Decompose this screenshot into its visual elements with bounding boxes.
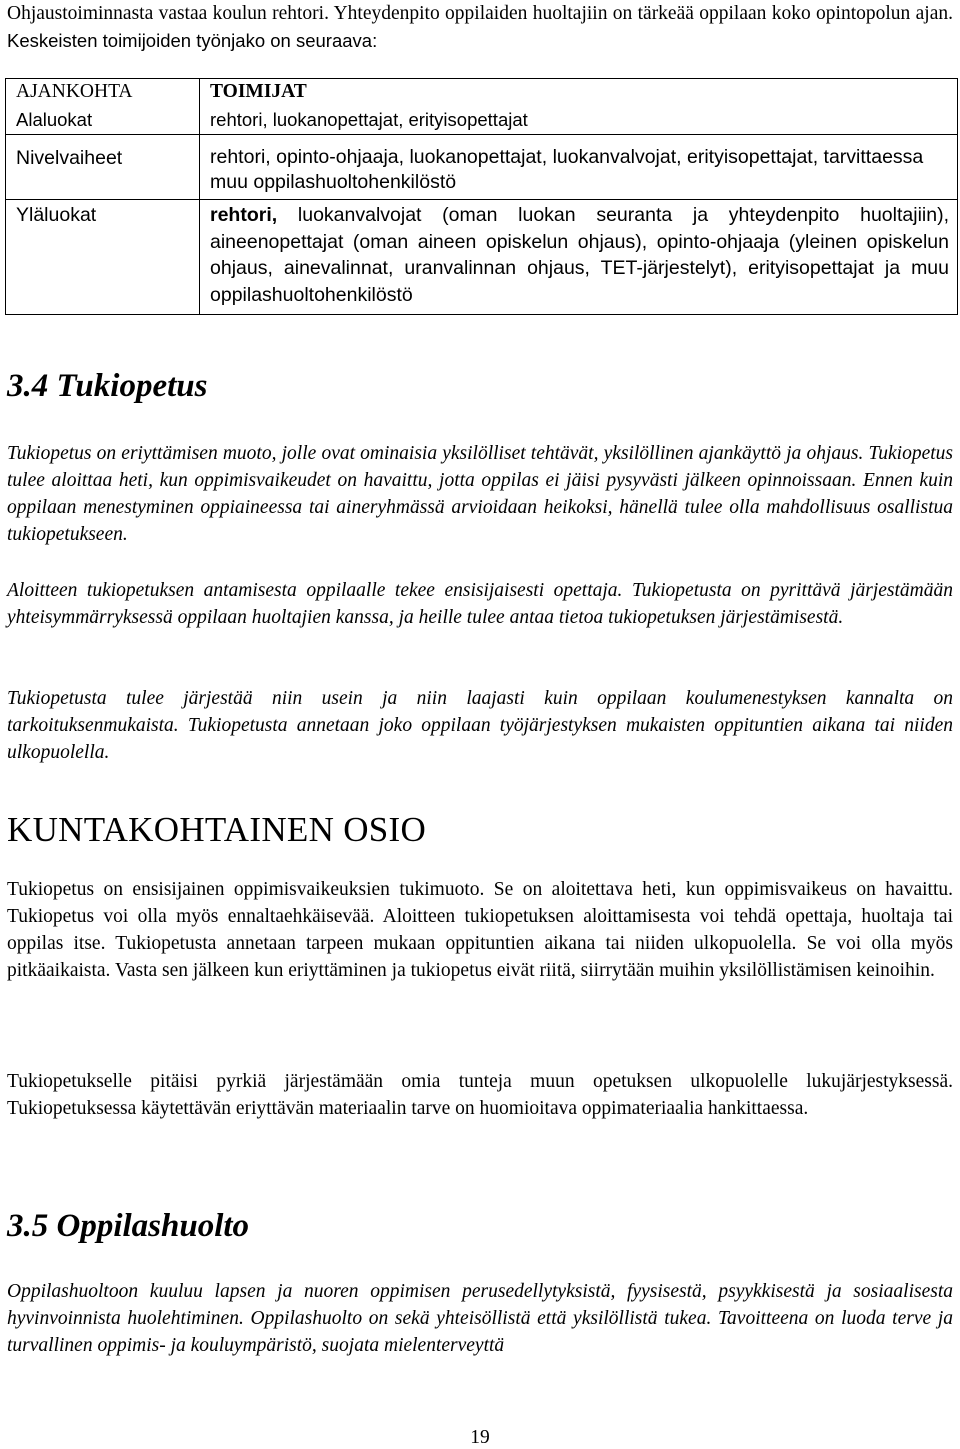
intro-paragraph <box>7 0 953 55</box>
row-who <box>200 200 958 315</box>
intro-text-sans: Keskeisten toimijoiden työnjako on seuraava: <box>7 30 378 51</box>
paragraph: Tukiopetus on ensisijainen oppimisvaikeuksien tukimuoto. Se on aloitettava heti, kun oppimisvaikeus on havaittu. Tukiopetus voi olla myös ennaltaehkäisevää. Aloitteen tukiopetuksen aloittamisesta voi tehdä opettaja, huoltaja tai oppilas itse. Tukiopetusta annetaan tarpeen mukaan oppituntien aikana tai niiden ulkopuolella. Se voi olla myös pitkäaikaista. Vasta sen jälkeen kun eriyttäminen ja tukiopetus eivät riitä, siirrytään muihin yksilöllistämisen keinoihin. <box>7 879 953 981</box>
table-header-row <box>6 79 958 135</box>
row-who <box>200 135 958 200</box>
page-number: 19 <box>470 1427 490 1448</box>
roles-table <box>5 78 958 315</box>
table-row <box>6 135 958 200</box>
row-when-text: Nivelvaiheet <box>16 147 123 169</box>
row-who: rehtori, luokanopettajat, erityisopettajat <box>210 109 528 130</box>
header-toimijat: TOIMIJAT <box>210 81 307 102</box>
section-title-3-5: 3.5 Oppilashuolto <box>7 1208 250 1244</box>
table-cell-when <box>6 79 200 135</box>
paragraph: Tukiopetus on eriyttämisen muoto, jolle ovat ominaisia yksilölliset tehtävät, yksilöllinen ajankäyttö ja ohjaus. Tukiopetus tulee aloittaa heti, kun oppimisvaikeudet on havaittu, jotta oppilas ei jäisi pysyvästi jälkeen opinnoissaan. Ennen kuin oppilaan menestyminen oppiaineessa tai aineryhmässä arvioidaan heikoksi, hänellä tulee olla mahdollisuus osallistua tukiopetukseen. <box>7 443 953 545</box>
row-when <box>6 135 200 200</box>
row-who-text: rehtori, opinto-ohjaaja, luokanopettajat, luokanvalvojat, erityisopettajat, tarvittaessa muu oppilashuoltohenkilöstö <box>210 146 924 193</box>
row-when <box>6 200 200 315</box>
row-when-text: Yläluokat <box>16 204 97 226</box>
paragraph: Oppilashuoltoon kuuluu lapsen ja nuoren oppimisen perusedellytyksistä, fyysisestä, psyykkisestä ja sosiaalisesta hyvinvoinnista huolehtiminen. Oppilashuolto on sekä yhteisöllistä että yksilöllistä tukea. Tavoitteena on luoda terve ja turvallinen oppimis- ja kouluympäristö, suojata mielenterveyttä <box>7 1281 953 1356</box>
section-title-3-4: 3.4 Tukiopetus <box>7 368 208 404</box>
row-who-text: luokanvalvojat (oman luokan seuranta ja yhteydenpito huoltajiin), aineenopettajat (oman aineen opiskelun ohjaus), opinto-ohjaaja (yleinen opiskelun ohjaus, ainevalinnat, uranvalinnan ohjaus, TET-järjestelyt), erityisopettajat ja muu oppilashuoltohenkilöstö <box>210 204 949 306</box>
table-cell-who <box>200 79 958 135</box>
municipal-section-title: KUNTAKOHTAINEN OSIO <box>7 810 427 849</box>
header-ajankohta: AJANKOHTA <box>16 81 133 102</box>
paragraph: Aloitteen tukiopetuksen antamisesta oppilaalle tekee ensisijaisesti opettaja. Tukiopetusta on pyrittävä järjestämään yhteisymmärryksessä oppilaan huoltajien kanssa, ja heille tulee antaa tietoa tukiopetuksen järjestämisestä. <box>7 580 953 628</box>
table-row <box>6 200 958 315</box>
intro-text-serif: Ohjaustoiminnasta vastaa koulun rehtori. Yhteydenpito oppilaiden huoltajiin on tärkeää oppilaan koko opintopolun ajan. <box>7 3 953 24</box>
row-when: Alaluokat <box>16 109 93 130</box>
row-who-bold: rehtori, <box>210 204 278 226</box>
paragraph: Tukiopetukselle pitäisi pyrkiä järjestämään omia tunteja muun opetuksen ulkopuolelle lukujärjestyksessä. Tukiopetuksessa käytettävän eriyttävän materiaalin tarve on huomioitava oppimateriaalia hankittaessa. <box>7 1071 953 1119</box>
paragraph: Tukiopetusta tulee järjestää niin usein ja niin laajasti kuin oppilaan koulumenestyksen kannalta on tarkoituksenmukaista. Tukiopetusta annetaan joko oppilaan työjärjestyksen mukaisten oppituntien aikana tai niiden ulkopuolella. <box>7 688 953 763</box>
